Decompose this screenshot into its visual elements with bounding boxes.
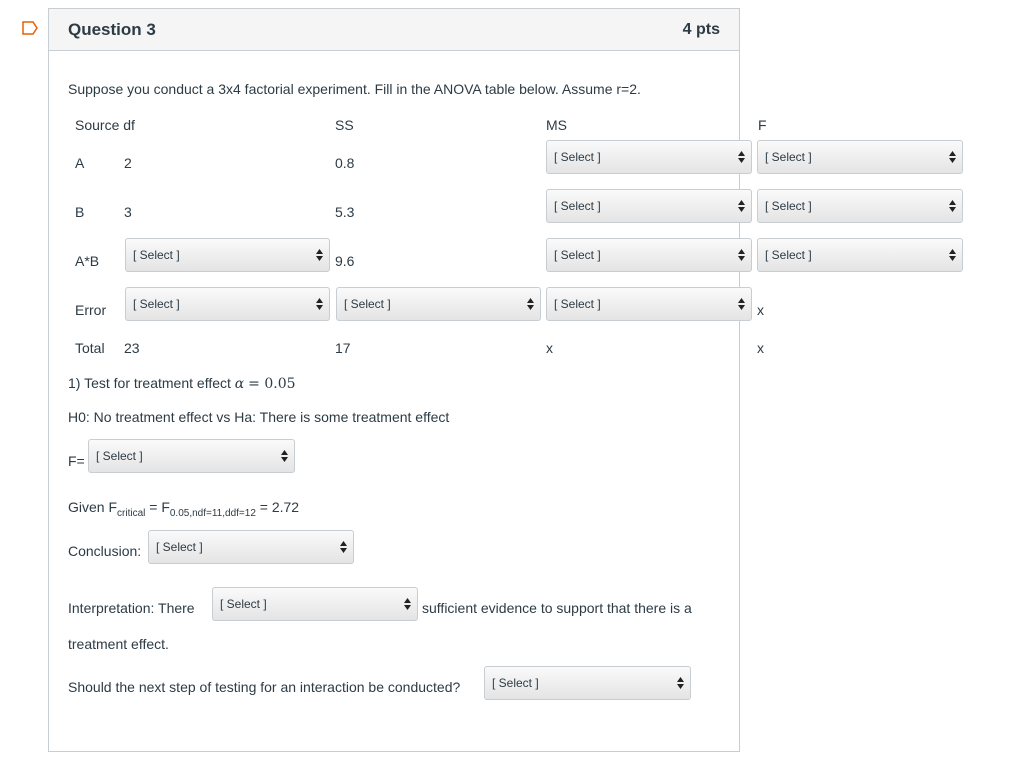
row-a-source: A: [75, 155, 85, 171]
row-ab-df-select[interactable]: [125, 238, 330, 272]
row-error-df-select[interactable]: [125, 287, 330, 321]
interpretation-label: Interpretation: There: [68, 600, 195, 616]
given-eq: = F: [149, 499, 170, 515]
question-header: [49, 9, 739, 51]
select-arrows-icon: [949, 149, 956, 165]
row-error-source: Error: [75, 302, 107, 318]
f-label: F=: [68, 453, 85, 469]
select-label: [ Select ]: [492, 676, 539, 690]
interpretation-rest: sufficient evidence to support that there is a: [422, 600, 692, 616]
row-ab-source: A*B: [75, 253, 100, 269]
header-source-df: Source df: [75, 117, 135, 133]
alpha-symbol: α: [234, 376, 245, 392]
row-b-df: 3: [124, 204, 132, 220]
select-label: [ Select ]: [156, 540, 203, 554]
row-a-ms-select[interactable]: [546, 140, 752, 174]
row-ab-ms-select[interactable]: [546, 238, 752, 272]
f-value-select[interactable]: [88, 439, 295, 473]
select-arrows-icon: [738, 296, 745, 312]
select-label: [ Select ]: [554, 297, 601, 311]
select-arrows-icon: [281, 448, 288, 464]
given-value: = 2.72: [259, 499, 300, 515]
row-a-df: 2: [124, 155, 132, 171]
row-total-df: 23: [124, 340, 140, 356]
select-arrows-icon: [316, 296, 323, 312]
select-label: [ Select ]: [96, 449, 143, 463]
select-label: [ Select ]: [765, 199, 812, 213]
header-ss: SS: [335, 117, 354, 133]
header-ms: MS: [546, 117, 567, 133]
row-total-ms: x: [546, 340, 553, 356]
select-label: [ Select ]: [220, 597, 267, 611]
select-arrows-icon: [340, 539, 347, 555]
row-error-ms-select[interactable]: [546, 287, 752, 321]
select-arrows-icon: [527, 296, 534, 312]
row-error-f: x: [757, 302, 764, 318]
row-a-ss: 0.8: [335, 155, 355, 171]
select-label: [ Select ]: [554, 150, 601, 164]
test-intro: [68, 375, 296, 392]
question-points: 4 pts: [682, 21, 720, 38]
interpretation-end: treatment effect.: [68, 636, 169, 652]
row-total-source: Total: [75, 340, 105, 356]
row-b-ms-select[interactable]: [546, 189, 752, 223]
row-b-ss: 5.3: [335, 204, 355, 220]
select-arrows-icon: [316, 247, 323, 263]
select-label: [ Select ]: [133, 248, 180, 262]
hypotheses: H0: No treatment effect vs Ha: There is some treatment effect: [68, 409, 450, 425]
conclusion-select[interactable]: [148, 530, 354, 564]
given-sub: 0.05,ndf=11,ddf=12: [169, 507, 256, 519]
conclusion-label: Conclusion:: [68, 543, 142, 559]
row-total-f: x: [757, 340, 764, 356]
row-ab-ss: 9.6: [335, 253, 355, 269]
select-label: [ Select ]: [344, 297, 391, 311]
given-critical-sub: critical: [117, 507, 146, 519]
header-f: F: [758, 117, 767, 133]
question-title: Question 3: [68, 20, 156, 39]
select-arrows-icon: [949, 247, 956, 263]
alpha-value: = 0.05: [248, 376, 296, 392]
flag-icon[interactable]: [22, 21, 38, 35]
row-b-source: B: [75, 204, 85, 220]
question-prompt: Suppose you conduct a 3x4 factorial experiment. Fill in the ANOVA table below. Assume r=2.: [68, 81, 641, 97]
select-arrows-icon: [949, 198, 956, 214]
select-label: [ Select ]: [554, 248, 601, 262]
row-total-ss: 17: [335, 340, 351, 356]
test-intro-text: 1) Test for treatment effect: [68, 375, 231, 391]
next-step-select[interactable]: [484, 666, 691, 700]
row-ab-f-select[interactable]: [757, 238, 963, 272]
select-label: [ Select ]: [554, 199, 601, 213]
select-arrows-icon: [404, 596, 411, 612]
row-error-ss-select[interactable]: [336, 287, 541, 321]
given-f-critical: [68, 499, 299, 519]
select-label: [ Select ]: [765, 150, 812, 164]
row-b-f-select[interactable]: [757, 189, 963, 223]
select-arrows-icon: [738, 247, 745, 263]
given-prefix: Given F: [68, 499, 118, 515]
select-label: [ Select ]: [765, 248, 812, 262]
next-step-label: Should the next step of testing for an interaction be conducted?: [68, 679, 461, 695]
interpretation-select[interactable]: [212, 587, 418, 621]
select-arrows-icon: [677, 675, 684, 691]
select-arrows-icon: [738, 149, 745, 165]
select-arrows-icon: [738, 198, 745, 214]
select-label: [ Select ]: [133, 297, 180, 311]
row-a-f-select[interactable]: [757, 140, 963, 174]
